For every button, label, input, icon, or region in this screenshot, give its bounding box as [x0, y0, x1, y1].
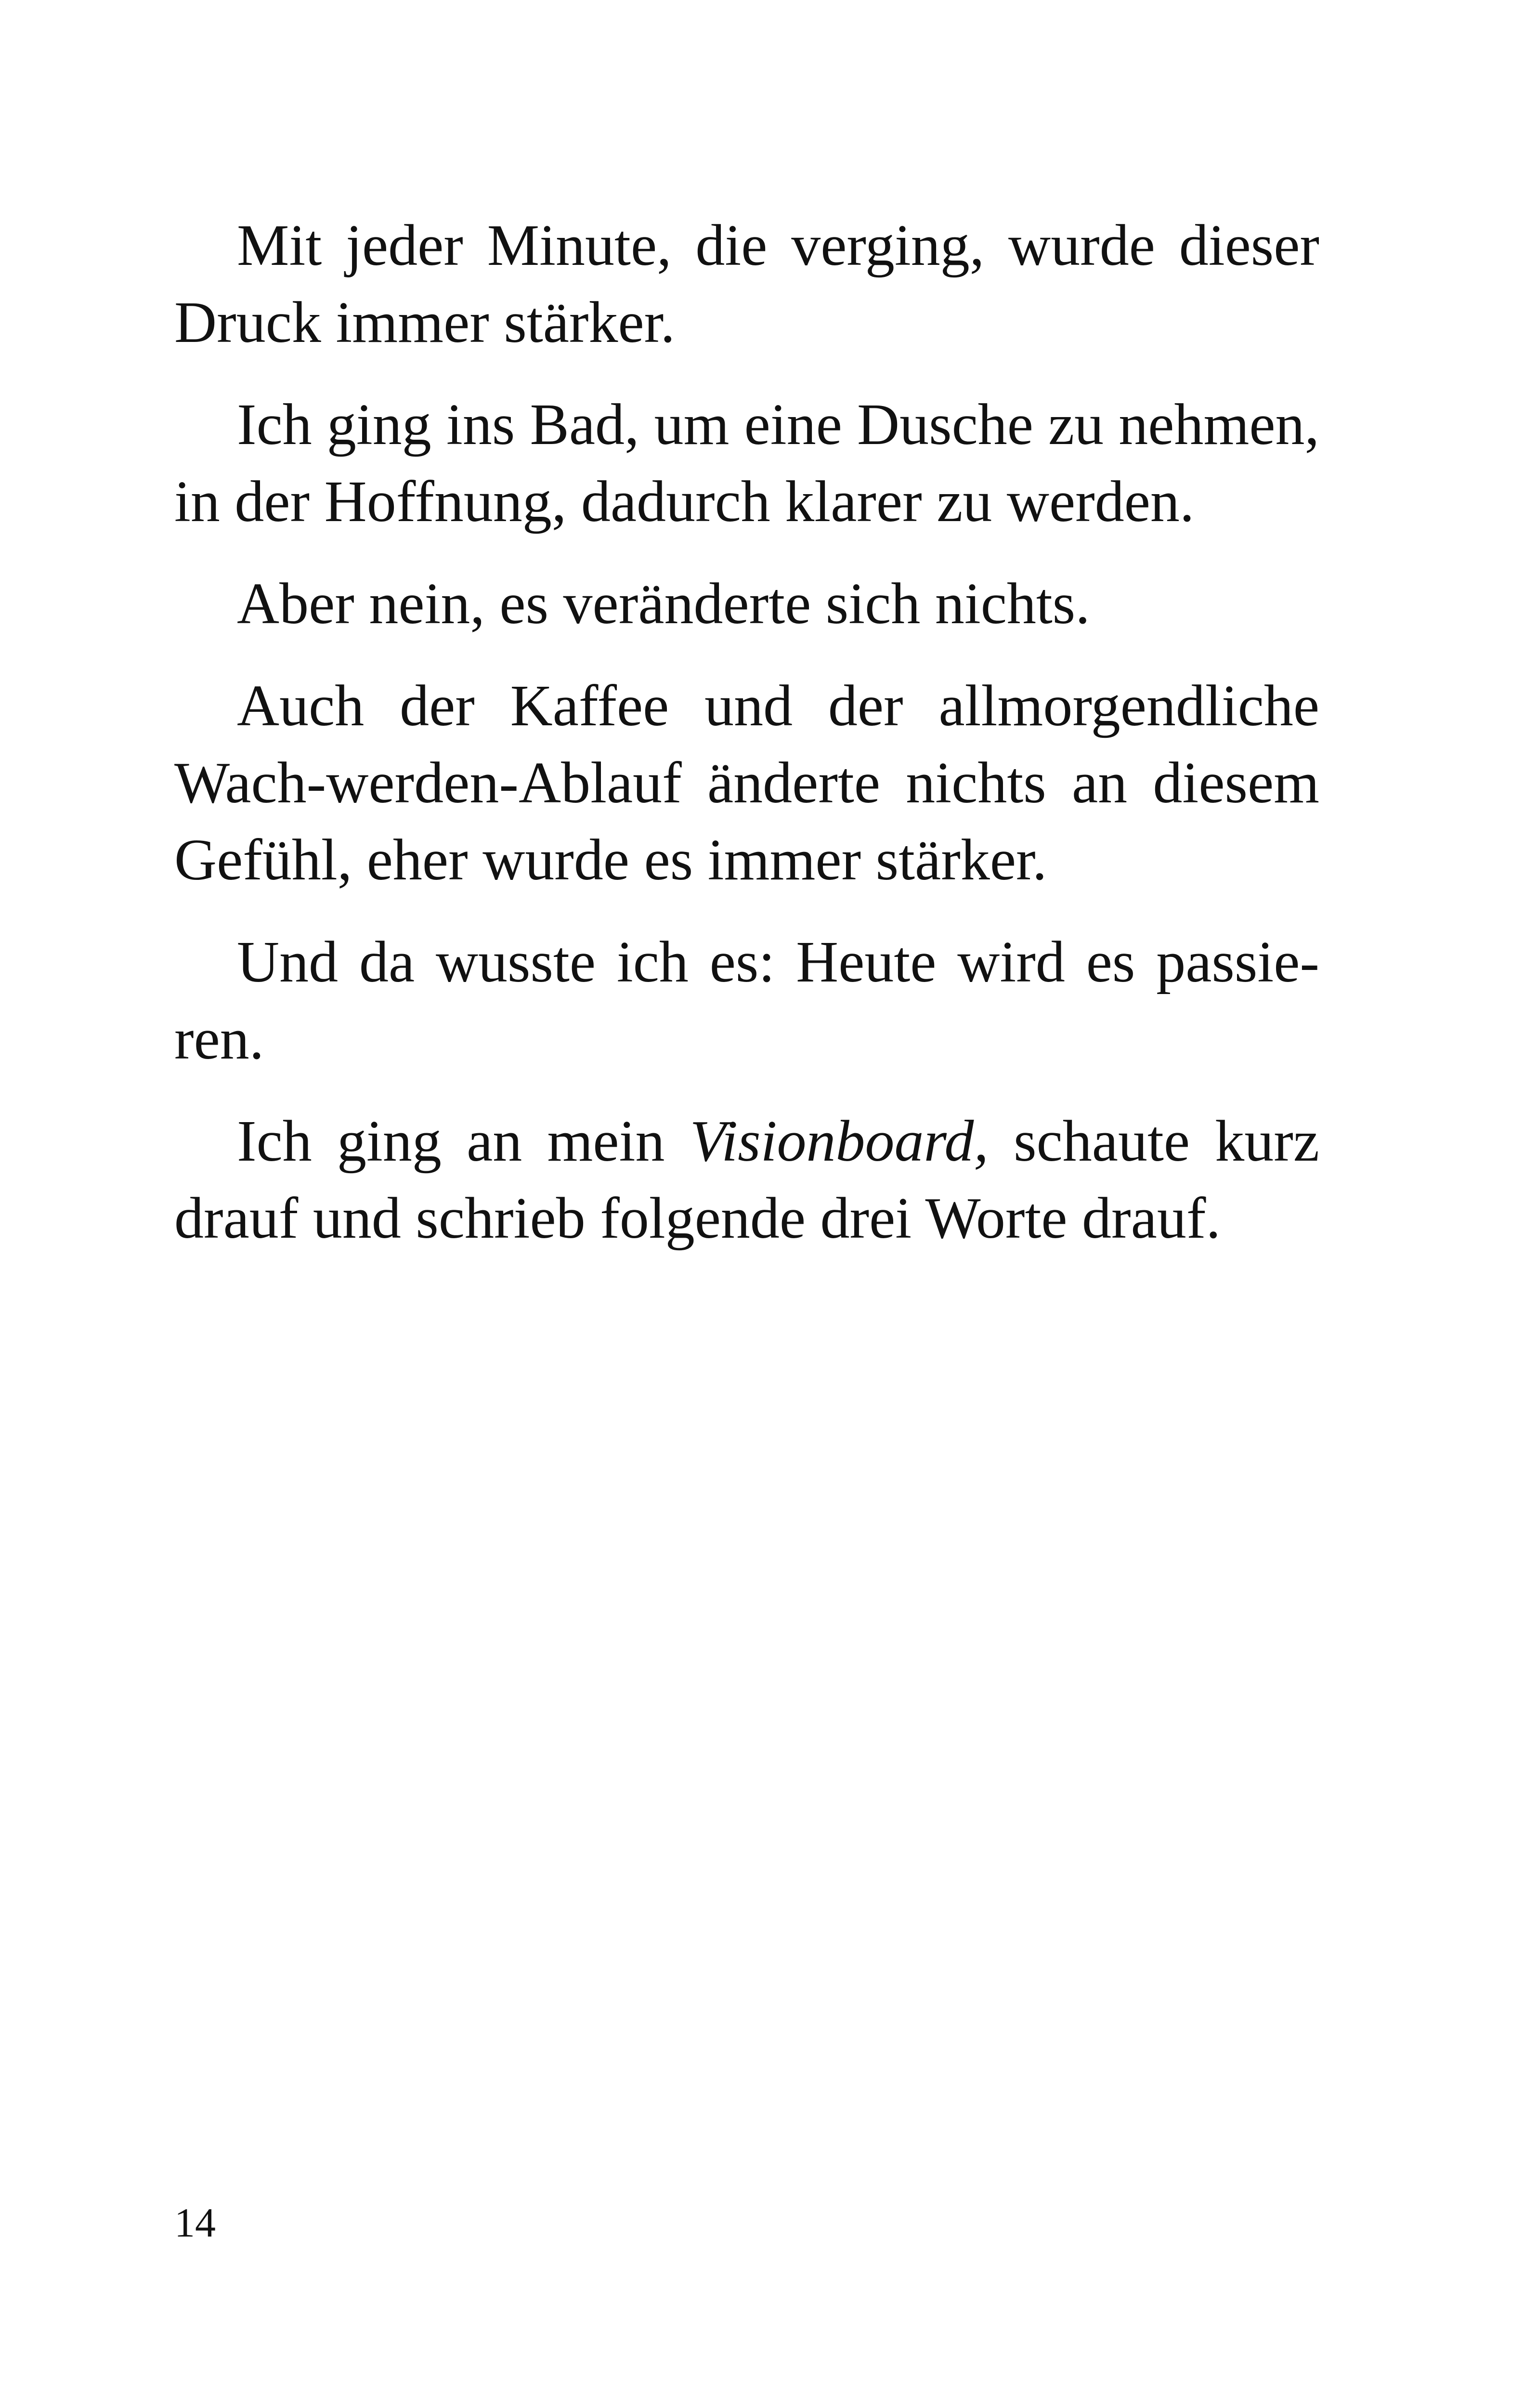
- paragraph-6-line-2: drauf und schrieb folgende drei Worte drauf.: [174, 1186, 1221, 1251]
- paragraph-4: [174, 667, 1319, 899]
- paragraph-4-line-3: Gefühl, eher wurde es immer stärker.: [174, 827, 1047, 892]
- paragraph-3-line-1: Aber nein, es veränderte sich nichts.: [237, 571, 1090, 636]
- paragraph-2-line-1: Ich ging ins Bad, um eine Dusche zu nehmen,: [237, 392, 1319, 457]
- paragraph-3: [174, 565, 1319, 642]
- page-number: 14: [174, 2199, 216, 2246]
- paragraph-1-line-2: Druck immer stärker.: [174, 290, 676, 355]
- paragraph-5: [174, 924, 1319, 1078]
- paragraph-5-line-1: Und da wusste ich es: Heute wird es passie-: [237, 929, 1319, 995]
- body-text: [174, 207, 1319, 1282]
- paragraph-2: [174, 386, 1319, 540]
- paragraph-6-line-1-start: Ich ging an mein: [237, 1109, 690, 1174]
- paragraph-2-line-2: in der Hoffnung, dadurch klarer zu werden.: [174, 469, 1195, 534]
- paragraph-6-line-1: [174, 1103, 1319, 1180]
- paragraph-4-line-2: Wach-werden-Ablauf änderte nichts an diesem: [174, 750, 1319, 815]
- paragraph-1-line-1: Mit jeder Minute, die verging, wurde dieser: [237, 213, 1319, 278]
- paragraph-6: [174, 1103, 1319, 1257]
- visionboard-term: Visionboard,: [690, 1109, 989, 1174]
- paragraph-1: [174, 207, 1319, 361]
- paragraph-4-line-1: Auch der Kaffee und der allmorgendliche: [237, 673, 1319, 738]
- paragraph-5-line-2: ren.: [174, 1007, 264, 1072]
- paragraph-6-line-1-end: schaute kurz: [988, 1109, 1319, 1174]
